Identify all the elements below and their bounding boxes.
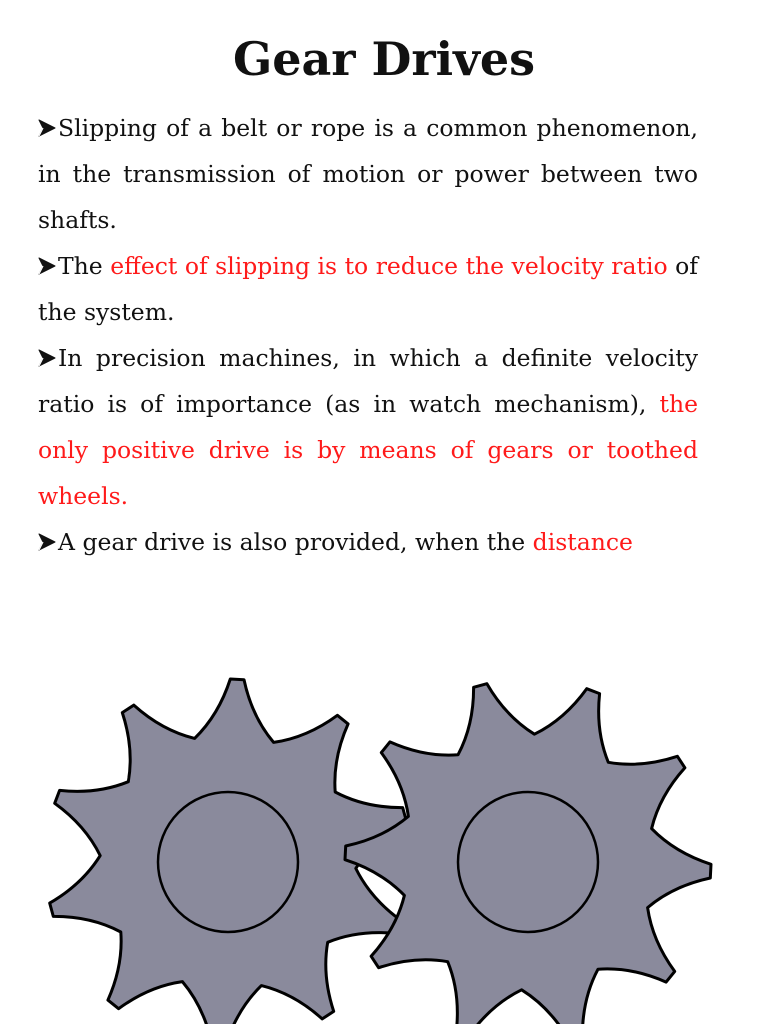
highlighted-text: distance: [532, 528, 633, 556]
left-gear-hub: [158, 792, 298, 932]
highlighted-text: the only positive drive is by means of gears or toothed wheels.: [38, 390, 698, 510]
bullet-list: [38, 105, 698, 565]
slide-title: Gear Drives: [232, 32, 536, 86]
bullet-text: A gear drive is also provided, when the: [58, 528, 533, 556]
bullet-text: Slipping of a belt or rope is a common phenomenon, in the transmission of motion or power between two shafts.: [38, 114, 698, 234]
bullet-text: of the system.: [38, 252, 698, 326]
arrowhead-bullet-icon: [38, 335, 58, 381]
gears-illustration: [0, 640, 768, 1024]
bullet-text: The: [58, 252, 111, 280]
bullet-text: In precision machines, in which a definite velocity ratio is of importance (as in watch mechanism),: [38, 344, 698, 418]
bullet-item: [38, 335, 698, 519]
right-gear-hub: [458, 792, 598, 932]
arrowhead-bullet-icon: [38, 519, 58, 565]
bullet-item: [38, 243, 698, 335]
bullet-item: [38, 105, 698, 243]
arrowhead-bullet-icon: [38, 243, 58, 289]
highlighted-text: effect of slipping is to reduce the velocity ratio: [110, 252, 668, 280]
arrowhead-bullet-icon: [38, 105, 58, 151]
bullet-item: [38, 519, 698, 565]
